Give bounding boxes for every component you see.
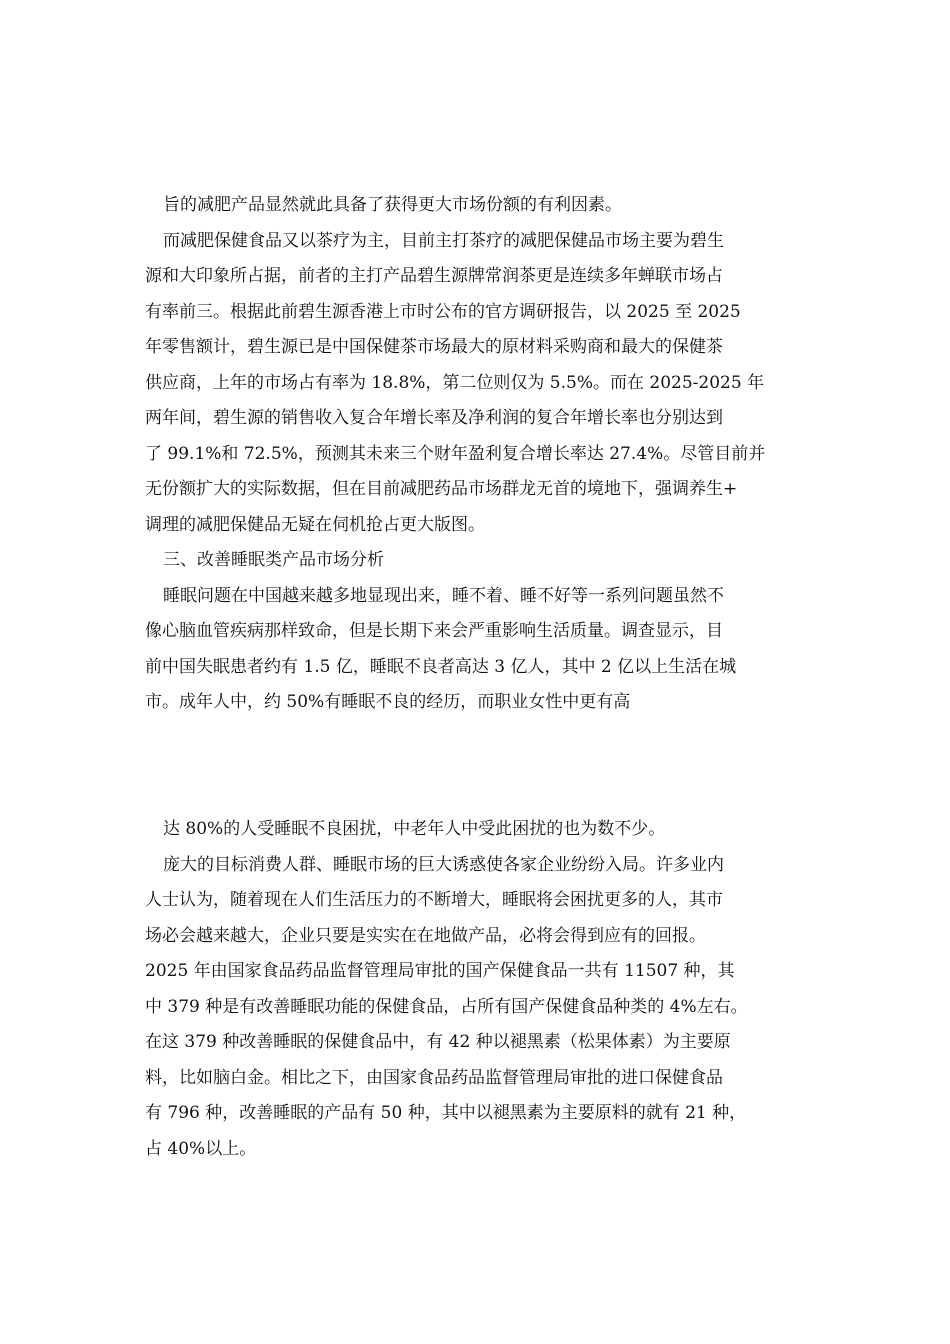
paragraph-line: 睡眠问题在中国越来越多地显现出来，睡不着、睡不好等一系列问题虽然不 xyxy=(163,585,724,606)
paragraph-line: 场必会越来越大，企业只要是实实在在地做产品，必将会得到应有的回报。 xyxy=(145,925,706,946)
paragraph-line: 调理的减肥保健品无疑在伺机抢占更大版图。 xyxy=(145,514,485,535)
paragraph-line: 中 379 种是有改善睡眠功能的保健食品，占所有国产保健食品种类的 4%左右。 xyxy=(145,996,748,1017)
paragraph-line: 料，比如脑白金。相比之下，由国家食品药品监督管理局审批的进口保健食品 xyxy=(145,1067,723,1088)
text-block-bottom xyxy=(145,812,815,1167)
paragraph-line: 前中国失眠患者约有 1.5 亿，睡眠不良者高达 3 亿人，其中 2 亿以上生活在城 xyxy=(145,656,737,677)
paragraph-line: 供应商，上年的市场占有率为 18.8%，第二位则仅为 5.5%。而在 2025-2025 年 xyxy=(145,372,765,393)
section-heading: 三、改善睡眠类产品市场分析 xyxy=(163,550,384,570)
paragraph-line: 年零售额计，碧生源已是中国保健茶市场最大的原材料采购商和最大的保健茶 xyxy=(145,337,723,357)
paragraph-line: 有率前三。根据此前碧生源香港上市时公布的官方调研报告，以 2025 至 2025 xyxy=(145,301,741,322)
paragraph-line: 2025 年由国家食品药品监督管理局审批的国产保健食品一共有 11507 种，其 xyxy=(145,961,735,981)
paragraph-line: 源和大印象所占据，前者的主打产品碧生源牌常润茶更是连续多年蝉联市场占 xyxy=(145,266,723,286)
paragraph-line: 有 796 种，改善睡眠的产品有 50 种，其中以褪黑素为主要原料的就有 21 种， xyxy=(145,1103,747,1123)
paragraph-line: 无份额扩大的实际数据，但在目前减肥药品市场群龙无首的境地下，强调养生+ xyxy=(145,479,738,499)
paragraph-line: 而减肥保健食品又以茶疗为主，目前主打茶疗的减肥保健品市场主要为碧生 xyxy=(163,230,724,251)
paragraph-line: 人士认为，随着现在人们生活压力的不断增大，睡眠将会困扰更多的人，其市 xyxy=(145,890,723,910)
paragraph-line: 市。成年人中，约 50%有睡眠不良的经历，而职业女性中更有高 xyxy=(145,692,631,712)
paragraph-line: 旨的减肥产品显然就此具备了获得更大市场份额的有利因素。 xyxy=(163,195,622,215)
paragraph-line: 达 80%的人受睡眠不良困扰，中老年人中受此困扰的也为数不少。 xyxy=(163,819,666,839)
paragraph-line: 了 99.1%和 72.5%，预测其未来三个财年盈利复合增长率达 27.4%。尽管目前并 xyxy=(145,443,766,464)
paragraph-line: 两年间，碧生源的销售收入复合年增长率及净利润的复合年增长率也分别达到 xyxy=(145,408,723,428)
paragraph-line: 像心脑血管疾病那样致命，但是长期下来会严重影响生活质量。调查显示，目 xyxy=(145,621,723,641)
paragraph-line: 在这 379 种改善睡眠的保健食品中，有 42 种以褪黑素（松果体素）为主要原 xyxy=(145,1032,731,1052)
text-block-top xyxy=(145,188,815,721)
paragraph-line: 占 40%以上。 xyxy=(145,1138,257,1159)
paragraph-line: 庞大的目标消费人群、睡眠市场的巨大诱惑使各家企业纷纷入局。许多业内 xyxy=(163,854,724,875)
